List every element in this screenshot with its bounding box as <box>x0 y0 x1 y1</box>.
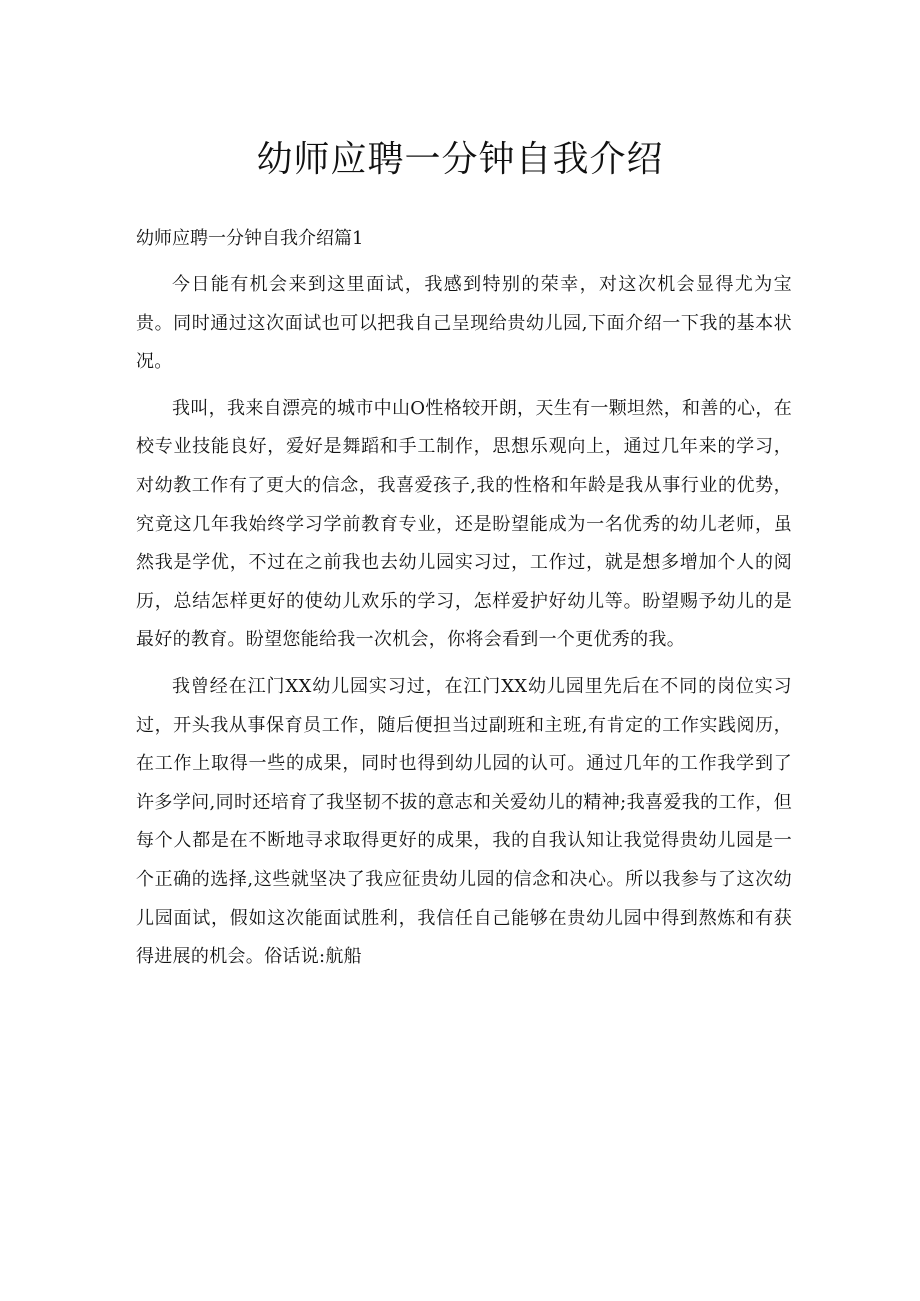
paragraph-intro: 今日能有机会来到这里面试，我感到特别的荣幸，对这次机会显得尤为宝贵。同时通过这次面试也可以把我自己呈现给贵幼儿园,下面介绍一下我的基本状况。 <box>136 274 792 373</box>
section-heading: 幼师应聘一分钟自我介绍篇1 <box>136 228 364 249</box>
document-body <box>136 266 792 985</box>
document-title: 幼师应聘一分钟自我介绍 <box>256 139 664 180</box>
paragraph-experience: 我曾经在江门XX幼儿园实习过，在江门XX幼儿园里先后在不同的岗位实习过，开头我从事保育员工作，随后便担当过副班和主班,有肯定的工作实践阅历，在工作上取得一些的成果，同时也得到幼儿园的认可。通过几年的工作我学到了许多学问,同时还培育了我坚韧不拔的意志和关爱幼儿的精神;我喜爱我的工作，但每个人都是在不断地寻求取得更好的成果，我的自我认知让我觉得贵幼儿园是一个正确的选择,这些就坚决了我应征贵幼儿园的信念和决心。所以我参与了这次幼儿园面试，假如这次能面试胜利，我信任自己能够在贵幼儿园中得到熬炼和有获得进展的机会。俗话说:航船 <box>136 675 792 968</box>
paragraph-personal: 我叫，我来自漂亮的城市中山O性格较开朗，天生有一颗坦然，和善的心，在校专业技能良好，爱好是舞蹈和手工制作，思想乐观向上，通过几年来的学习，对幼教工作有了更大的信念，我喜爱孩子,我的性格和年龄是我从事行业的优势，究竟这几年我始终学习学前教育专业，还是盼望能成为一名优秀的幼儿老师，虽然我是学优，不过在之前我也去幼儿园实习过，工作过，就是想多增加个人的阅历，总结怎样更好的使幼儿欢乐的学习，怎样爱护好幼儿等。盼望赐予幼儿的是最好的教育。盼望您能给我一次机会，你将会看到一个更优秀的我。 <box>136 397 792 651</box>
